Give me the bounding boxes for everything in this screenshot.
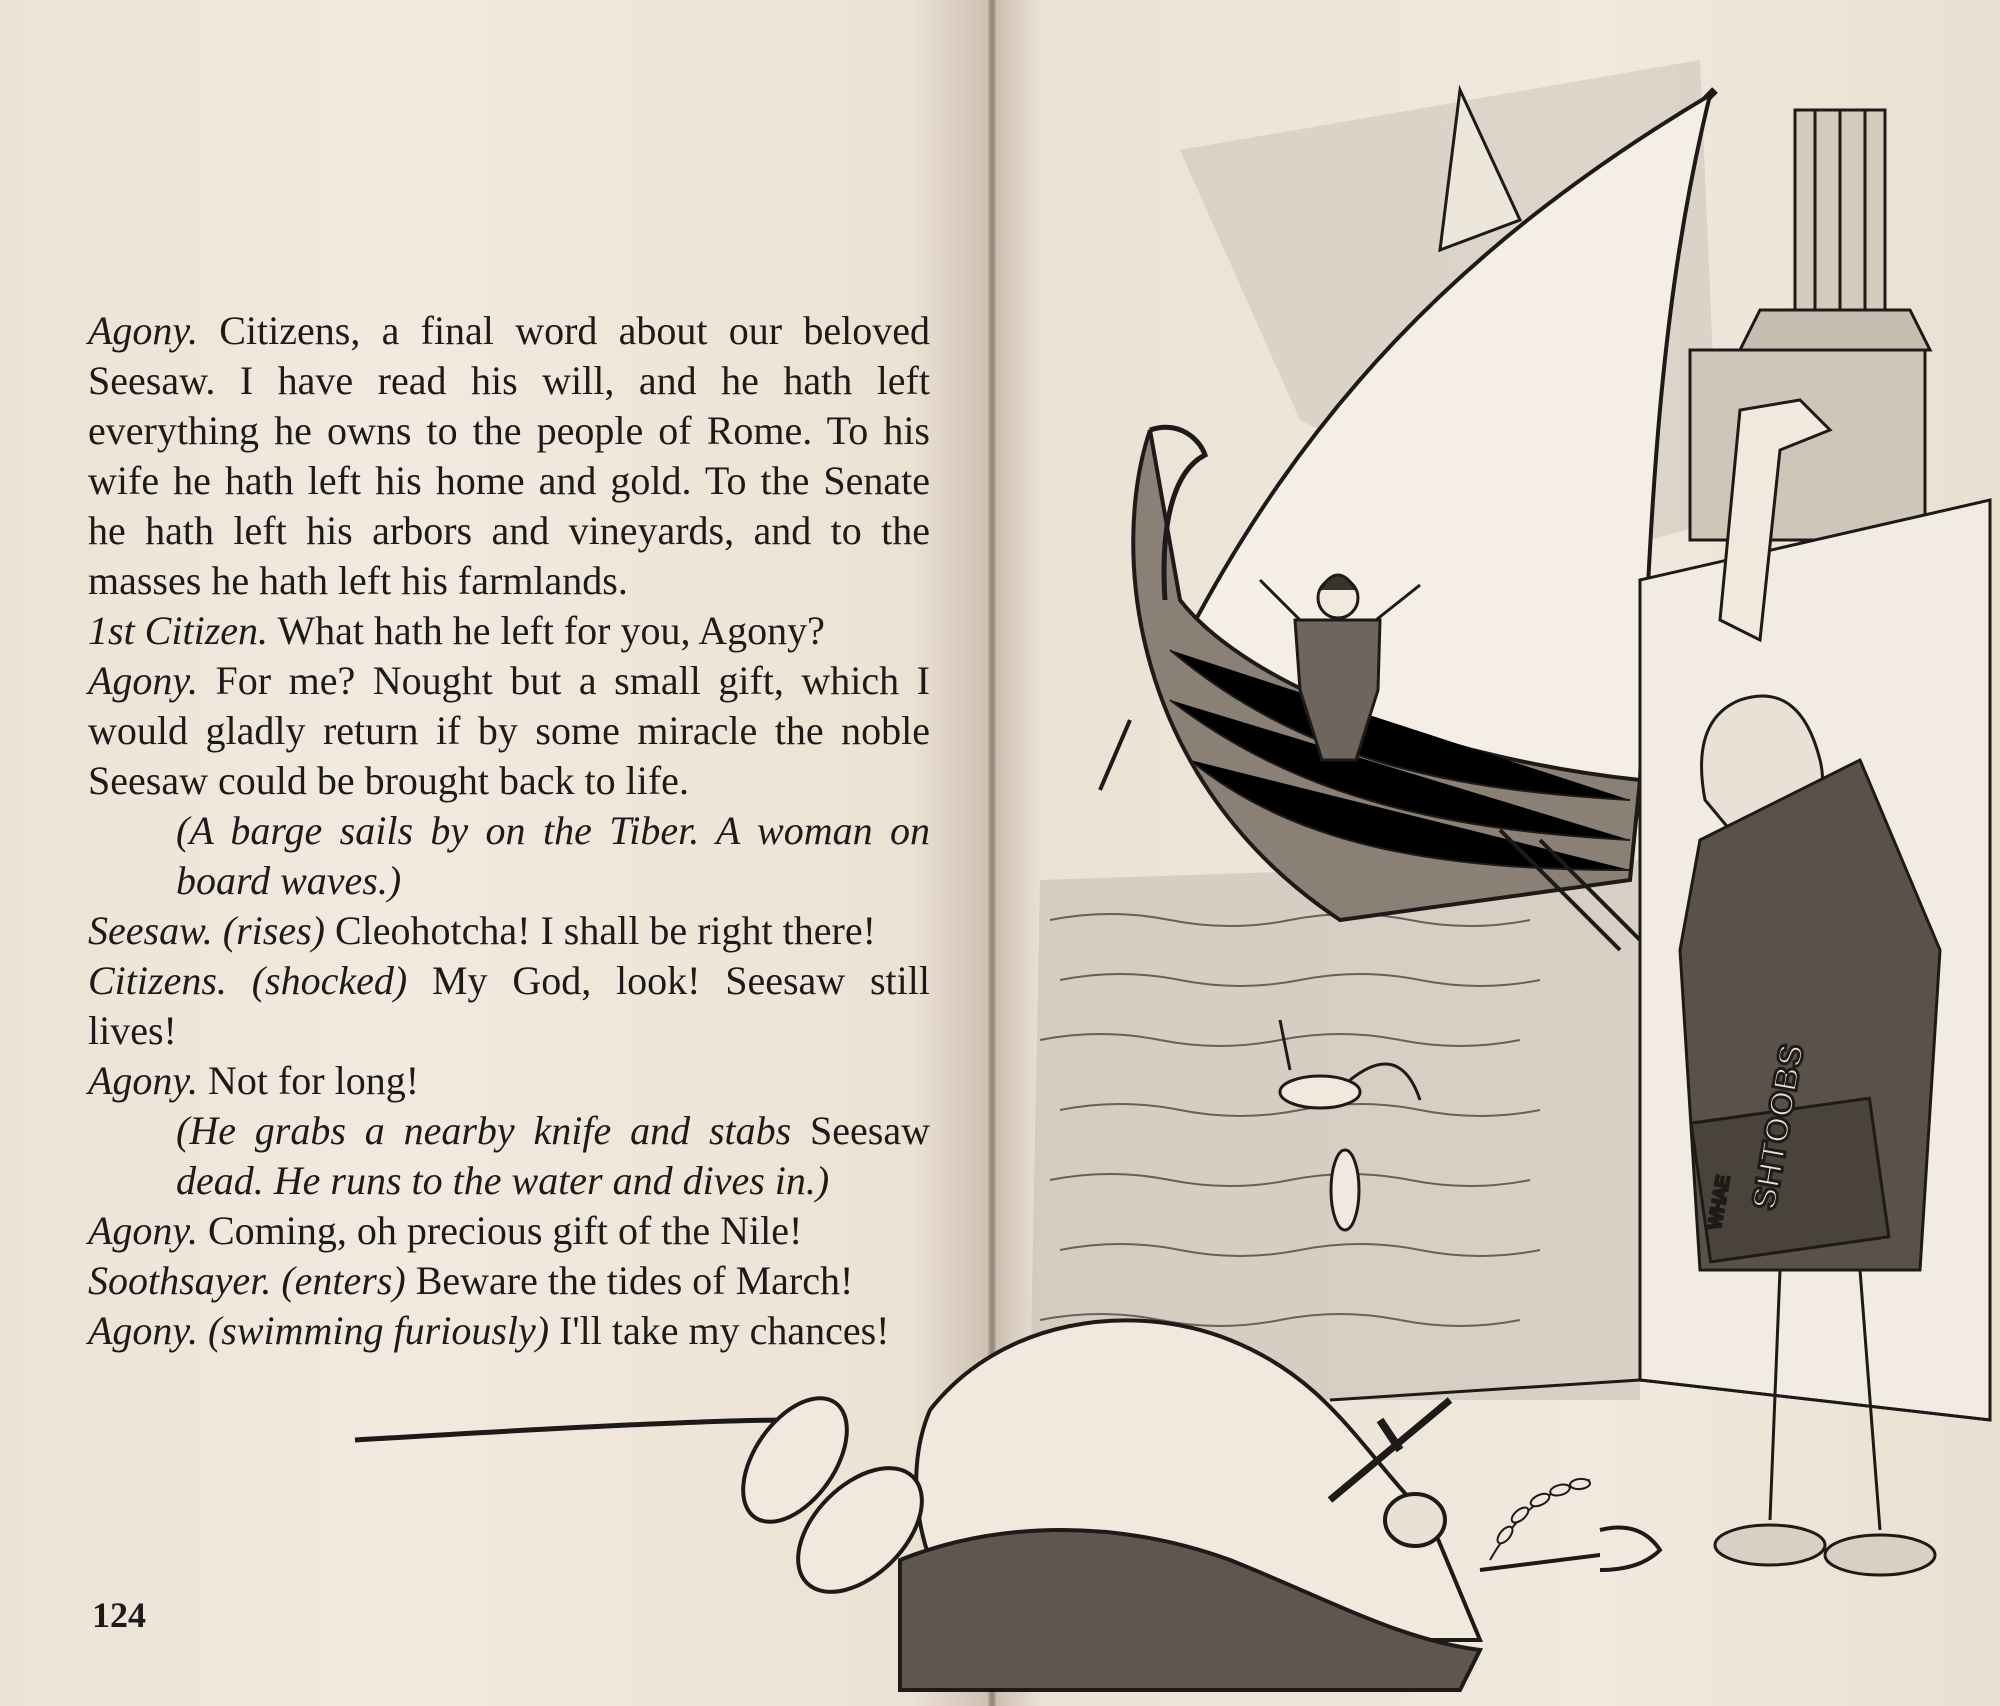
dialogue: Not for long! <box>207 1058 420 1103</box>
book-cover-text: SHTOOBS <box>1745 1041 1812 1213</box>
dialogue: Cleohotcha! I shall be right there! <box>335 908 876 953</box>
speaker-name: Seesaw. (rises) <box>88 908 325 953</box>
dialogue: Beware the tides of March! <box>415 1258 854 1303</box>
dialogue: For me? Nought but a small gift, which I would gladly return if by some miracle the noble Seesaw could be brought back to life. <box>88 658 931 803</box>
dialogue: My God, look! Seesaw still lives! <box>88 958 931 1053</box>
laurel-wreath <box>1490 1478 1590 1560</box>
dialogue: Citizens, a final word about our beloved Seesaw. I have read his will, and he hath left everything he owns to the people of Rome. To his wife he hath left his home and gold. To the Senate he hath left his arbors and vineyards, and to the masses he hath left his farmlands. <box>88 308 930 603</box>
speaker-name: Agony. <box>88 1208 198 1253</box>
speaker-name: Agony. <box>88 1058 198 1103</box>
speaker-name: Soothsayer. (enters) <box>88 1258 406 1303</box>
speaker-name: 1st Citizen. <box>88 608 269 653</box>
speaker-name: Agony. <box>88 658 198 703</box>
stage-direction: (He grabs a nearby knife and stabs Seesaw dead. He runs to the water and dives in.) <box>176 1108 930 1203</box>
stage-name: Seesaw <box>810 1108 930 1153</box>
dialogue: Coming, oh precious gift of the Nile! <box>207 1208 803 1253</box>
book-spine-text: WHAE <box>1704 1174 1734 1231</box>
stage-direction: (A barge sails by on the Tiber. A woman on board waves.) <box>176 808 930 903</box>
speaker-name: Agony. (swimming furiously) <box>88 1308 550 1353</box>
page-number: 124 <box>92 1595 146 1635</box>
speaker-name: Agony. <box>88 308 198 353</box>
speaker-name: Citizens. (shocked) <box>88 958 408 1003</box>
dialogue: What hath he left for you, Agony? <box>277 608 825 653</box>
dialogue: I'll take my chances! <box>559 1308 890 1353</box>
ground-line <box>355 1420 790 1440</box>
